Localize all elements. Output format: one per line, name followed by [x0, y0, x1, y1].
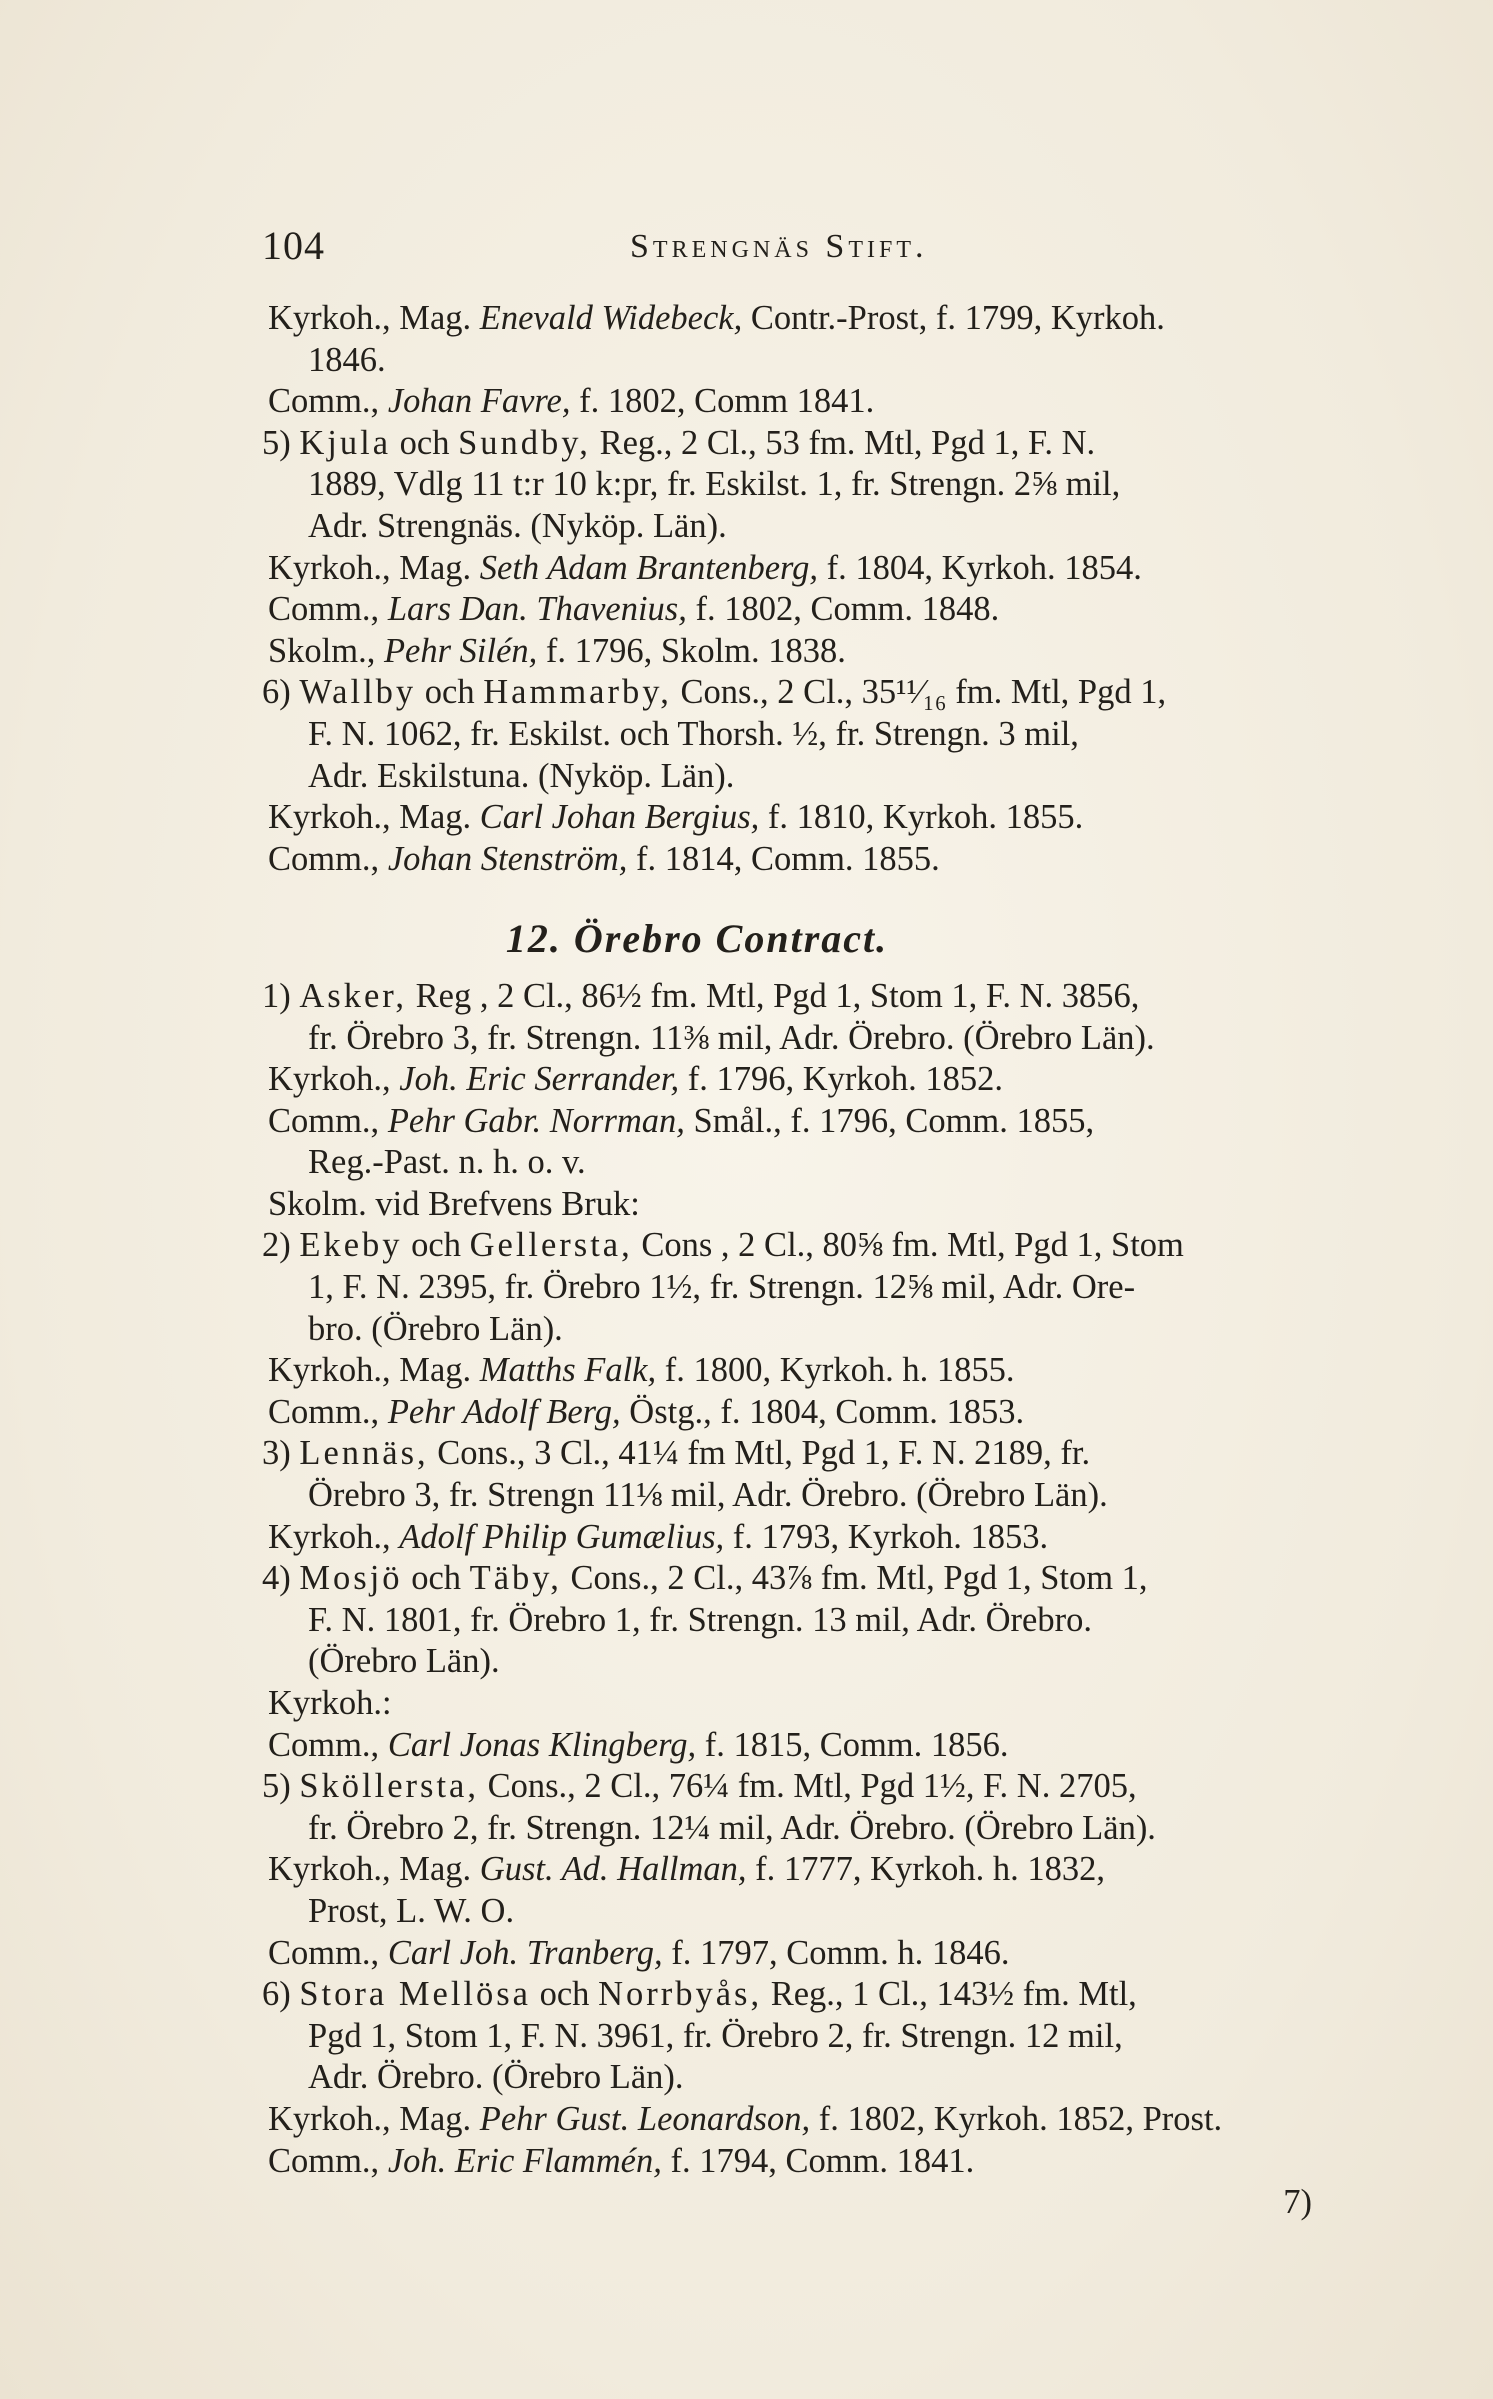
- text-segment: Kyrkoh.:: [268, 1684, 392, 1722]
- text-segment: f. 1796, Skolm. 1838.: [537, 631, 846, 670]
- text-segment: 6): [262, 1975, 300, 2014]
- text-segment: f. 1802, Kyrkoh. 1852, Prost.: [810, 2099, 1223, 2138]
- parish-name: Täby,: [469, 1559, 562, 1598]
- person-name: Carl Johan Bergius,: [479, 798, 760, 837]
- text-segment: F. N. 1062, fr. Eskilst. och Thorsh. ½, fr. Strengn. 3 mil,: [308, 714, 1079, 753]
- text-line: [262, 1184, 1392, 1226]
- text-line: [262, 2182, 1392, 2224]
- person-name: Johan Stenström,: [387, 839, 628, 878]
- text-segment: och: [402, 1226, 470, 1265]
- section-heading: [262, 918, 1392, 960]
- text-segment: Kyrkoh., Mag.: [268, 798, 480, 837]
- text-line: [262, 1433, 1392, 1475]
- text-segment: och: [416, 673, 484, 712]
- parish-name: Asker,: [299, 976, 408, 1015]
- text-segment: Örebro 3, fr. Strengn 11⅛ mil, Adr. Örebro. (Örebro Län).: [308, 1476, 1108, 1515]
- person-name: Enevald Widebeck,: [479, 299, 743, 337]
- text-segment: och: [391, 423, 459, 462]
- text-segment: 4): [262, 1559, 300, 1598]
- text-segment: 5): [262, 423, 300, 462]
- parish-name: Stora Mellösa: [299, 1975, 531, 2014]
- text-segment: 1889, Vdlg 11 t:r 10 k:pr, fr. Eskilst. 1, fr. Strengn. 2⅝ mil,: [308, 465, 1121, 504]
- text-line: [262, 1517, 1392, 1559]
- text-segment: Kyrkoh., Mag.: [268, 299, 480, 337]
- text-segment: f. 1794, Comm. 1841.: [661, 2141, 975, 2180]
- person-name: Joh. Eric Flammén,: [387, 2141, 662, 2180]
- text-segment: Adr. Eskilstuna. (Nyköp. Län).: [308, 756, 735, 795]
- text-segment: f. 1800, Kyrkoh. h. 1855.: [656, 1351, 1015, 1390]
- person-name: Pehr Gabr. Norrman,: [387, 1101, 685, 1140]
- text-line: [262, 1101, 1392, 1143]
- text-segment: Cons., 2 Cl., 43⅞ fm. Mtl, Pgd 1, Stom 1,: [561, 1559, 1148, 1598]
- text-segment: Kyrkoh., Mag.: [268, 1850, 480, 1889]
- text-line: [262, 2057, 1392, 2099]
- text-line: [262, 1974, 1392, 2016]
- text-segment: f. 1815, Comm. 1856.: [696, 1725, 1009, 1764]
- text-line: [262, 1225, 1392, 1267]
- text-segment: Smål., f. 1796, Comm. 1855,: [684, 1101, 1095, 1140]
- text-segment: 12. Örebro Contract.: [505, 916, 889, 962]
- text-line: [262, 1933, 1392, 1975]
- text-segment: Kyrkoh.,: [268, 1060, 400, 1099]
- text-line: [262, 839, 1392, 881]
- text-line: [262, 714, 1392, 756]
- text-line: [262, 1475, 1392, 1517]
- text-line: [262, 298, 1392, 340]
- text-segment: Comm.,: [268, 590, 388, 629]
- text-line: [262, 1392, 1392, 1434]
- text-segment: 5): [262, 1767, 300, 1806]
- text-segment: f. 1777, Kyrkoh. h. 1832,: [746, 1850, 1105, 1889]
- text-line: [262, 589, 1392, 631]
- text-segment: och: [530, 1975, 599, 2014]
- text-line: [262, 2016, 1392, 2058]
- text-segment: Comm.,: [268, 2141, 388, 2180]
- page-number: 104: [262, 223, 325, 268]
- text-segment: bro. (Örebro Län).: [308, 1309, 563, 1348]
- text-line: [262, 1891, 1392, 1933]
- text-segment: och: [402, 1559, 470, 1598]
- parish-name: Sköllersta,: [299, 1767, 479, 1806]
- text-segment: Adr. Strengnäs. (Nyköp. Län).: [308, 506, 727, 545]
- text-line: [262, 631, 1392, 673]
- text-segment: f. 1793, Kyrkoh. 1853.: [724, 1517, 1049, 1556]
- text-segment: fr. Örebro 2, fr. Strengn. 12¼ mil, Adr. Örebro. (Örebro Län).: [308, 1808, 1156, 1847]
- person-name: Lars Dan. Thavenius,: [387, 590, 687, 629]
- text-segment: 6): [262, 673, 300, 712]
- parish-name: Hammarby,: [483, 673, 672, 712]
- text-segment: Reg , 2 Cl., 86½ fm. Mtl, Pgd 1, Stom 1, F. N. 3856,: [407, 976, 1140, 1015]
- text-line: [262, 1849, 1392, 1891]
- text-segment: fr. Örebro 3, fr. Strengn. 11⅜ mil, Adr. Örebro. (Örebro Län).: [308, 1018, 1155, 1057]
- text-line: [262, 423, 1392, 465]
- text-segment: f. 1814, Comm. 1855.: [627, 839, 940, 878]
- text-segment: Comm.,: [268, 1725, 388, 1764]
- text-segment: Kyrkoh., Mag.: [268, 1351, 480, 1390]
- parish-name: Norrbyås,: [598, 1975, 763, 2014]
- text-segment: Cons., 2 Cl., 35¹¹⁄₁₆ fm. Mtl, Pgd 1,: [671, 673, 1167, 712]
- parish-name: Sundby,: [458, 423, 591, 462]
- person-name: Carl Joh. Tranberg,: [387, 1933, 663, 1972]
- text-segment: f. 1797, Comm. h. 1846.: [662, 1933, 1010, 1972]
- text-line: [262, 1350, 1392, 1392]
- text-segment: Reg., 2 Cl., 53 fm. Mtl, Pgd 1, F. N.: [590, 423, 1096, 462]
- text-segment: Comm.,: [268, 1392, 388, 1431]
- text-segment: Skolm. vid Brefvens Bruk:: [268, 1184, 640, 1223]
- text-line: [262, 797, 1392, 839]
- text-segment: Kyrkoh.,: [268, 1517, 400, 1556]
- text-segment: 2): [262, 1226, 300, 1265]
- text-line: [262, 1059, 1392, 1101]
- text-segment: Contr.-Prost, f. 1799, Kyrkoh.: [742, 299, 1165, 337]
- text-segment: f. 1804, Kyrkoh. 1854.: [818, 548, 1142, 587]
- text-line: [262, 381, 1392, 423]
- text-segment: Adr. Örebro. (Örebro Län).: [308, 2058, 684, 2097]
- text-segment: 3): [262, 1434, 300, 1473]
- text-segment: Comm.,: [268, 382, 388, 421]
- parish-name: Ekeby: [299, 1226, 403, 1265]
- parish-name: Mosjö: [299, 1559, 403, 1598]
- parish-name: Kjula: [299, 423, 392, 462]
- running-title: Strengnäs Stift.: [630, 228, 928, 265]
- text-line: [262, 2099, 1392, 2141]
- text-segment: Reg.-Past. n. h. o. v.: [308, 1143, 586, 1182]
- text-segment: Cons., 2 Cl., 76¼ fm. Mtl, Pgd 1½, F. N. 2705,: [478, 1767, 1137, 1806]
- text-line: [262, 1018, 1392, 1060]
- person-name: Pehr Adolf Berg,: [387, 1392, 621, 1431]
- text-body: [262, 298, 1392, 2224]
- person-name: Pehr Silén,: [383, 631, 538, 670]
- text-segment: Kyrkoh., Mag.: [268, 548, 480, 587]
- text-line: [262, 506, 1392, 548]
- page-header: [262, 222, 1263, 282]
- text-line: [262, 1766, 1392, 1808]
- person-name: Seth Adam Brantenberg,: [479, 548, 819, 587]
- text-line: [262, 1808, 1392, 1850]
- text-line: [262, 1309, 1392, 1351]
- text-segment: f. 1802, Comm 1841.: [570, 382, 875, 421]
- person-name: Matths Falk,: [479, 1351, 657, 1390]
- text-segment: Cons , 2 Cl., 80⅝ fm. Mtl, Pgd 1, Stom: [632, 1226, 1184, 1265]
- spacer: [262, 880, 1392, 918]
- text-segment: Cons., 3 Cl., 41¼ fm Mtl, Pgd 1, F. N. 2189, fr.: [428, 1434, 1091, 1473]
- text-segment: Skolm.,: [268, 631, 384, 670]
- text-segment: f. 1802, Comm. 1848.: [686, 590, 1000, 629]
- text-segment: 1846.: [308, 340, 386, 379]
- text-line: [262, 1641, 1392, 1683]
- text-segment: F. N. 1801, fr. Örebro 1, fr. Strengn. 13 mil, Adr. Örebro.: [308, 1600, 1092, 1639]
- text-segment: Pgd 1, Stom 1, F. N. 3961, fr. Örebro 2, fr. Strengn. 12 mil,: [308, 2016, 1123, 2055]
- text-segment: Comm.,: [268, 1933, 388, 1972]
- text-line: [262, 756, 1392, 798]
- person-name: Carl Jonas Klingberg,: [387, 1725, 697, 1764]
- text-line: [262, 548, 1392, 590]
- text-segment: Reg., 1 Cl., 143½ fm. Mtl,: [762, 1975, 1137, 2014]
- text-segment: Kyrkoh., Mag.: [268, 2099, 480, 2138]
- person-name: Joh. Eric Serrander,: [399, 1060, 680, 1099]
- text-line: [262, 1725, 1392, 1767]
- text-line: [262, 1142, 1392, 1184]
- text-segment: f. 1810, Kyrkoh. 1855.: [759, 798, 1084, 837]
- text-segment: (Örebro Län).: [308, 1642, 500, 1681]
- text-line: [262, 340, 1392, 382]
- text-segment: Comm.,: [268, 1101, 388, 1140]
- text-segment: 7): [1283, 2183, 1312, 2222]
- person-name: Gust. Ad. Hallman,: [479, 1850, 747, 1889]
- text-line: [262, 1683, 1392, 1725]
- parish-name: Lennäs,: [299, 1434, 429, 1473]
- text-segment: f. 1796, Kyrkoh. 1852.: [679, 1060, 1003, 1099]
- text-line: [262, 464, 1392, 506]
- text-segment: 1, F. N. 2395, fr. Örebro 1½, fr. Strengn. 12⅝ mil, Adr. Ore-: [308, 1268, 1136, 1307]
- parish-name: Wallby: [299, 673, 417, 712]
- person-name: Johan Favre,: [387, 382, 571, 421]
- text-line: [262, 1267, 1392, 1309]
- text-line: [262, 1600, 1392, 1642]
- text-line: [262, 2141, 1392, 2183]
- text-line: [262, 976, 1392, 1018]
- text-segment: Comm.,: [268, 839, 388, 878]
- person-name: Pehr Gust. Leonardson,: [479, 2099, 811, 2138]
- parish-name: Gellersta,: [469, 1226, 633, 1265]
- text-segment: Östg., f. 1804, Comm. 1853.: [620, 1392, 1025, 1431]
- text-segment: Prost, L. W. O.: [308, 1891, 515, 1930]
- person-name: Adolf Philip Gumælius,: [399, 1517, 725, 1556]
- text-line: [262, 672, 1392, 714]
- text-line: [262, 1558, 1392, 1600]
- text-segment: 1): [262, 976, 300, 1015]
